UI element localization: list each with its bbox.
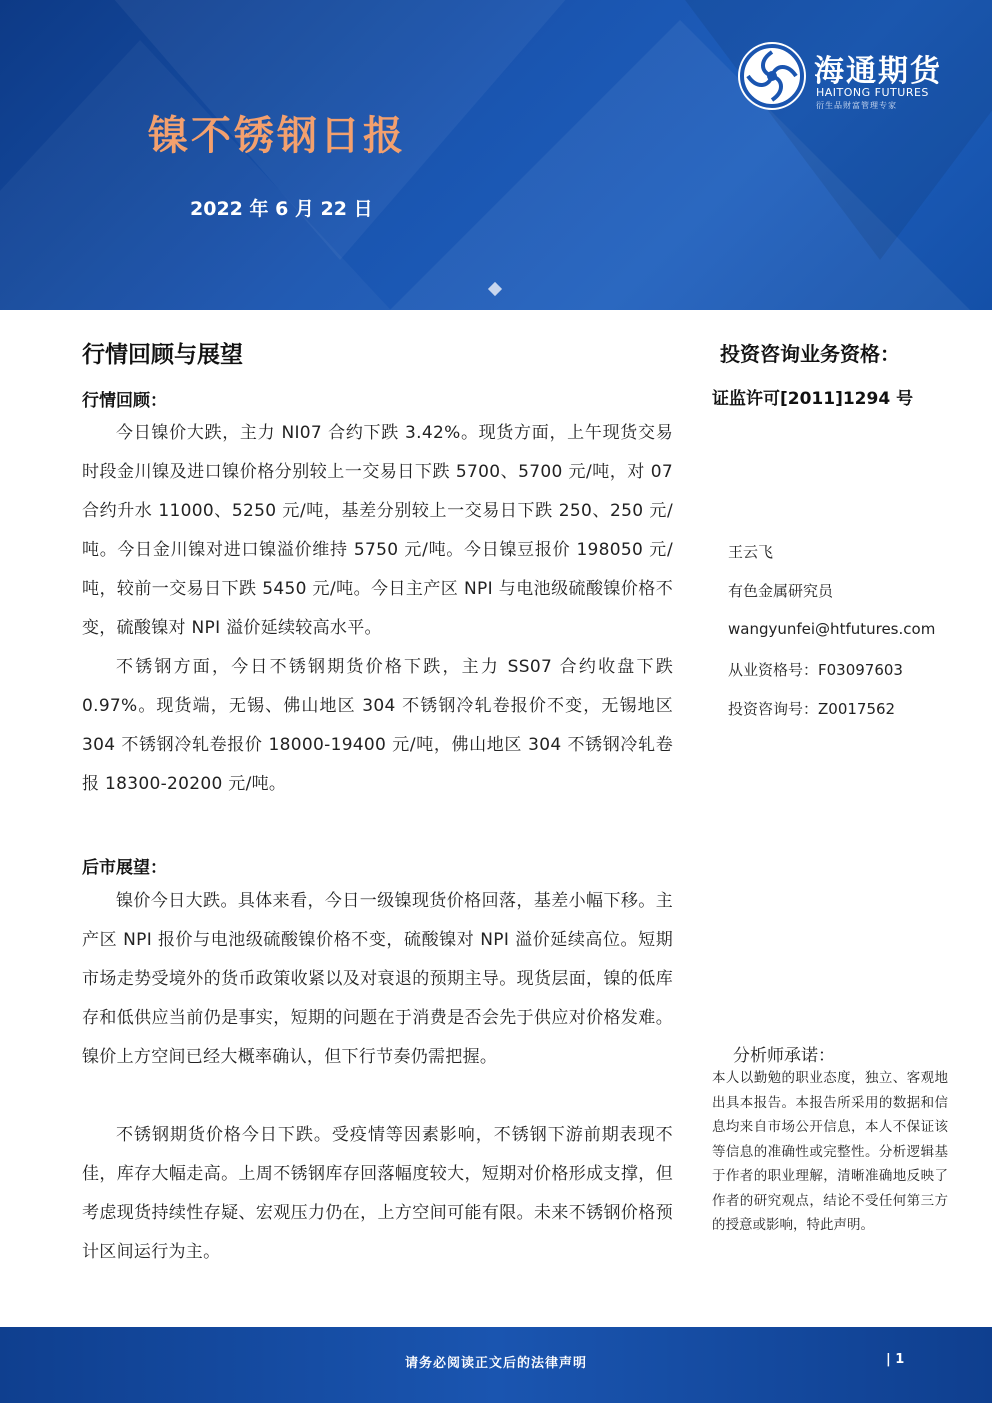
pledge-title: 分析师承诺：: [733, 1046, 835, 1066]
outlook-paragraph: 不锈钢期货价格今日下跌。受疫情等因素影响，不锈钢下游前期表现不佳，库存大幅走高。上周不锈钢库存回落幅度较大，短期对价格形成支撑，但考虑现货持续性存疑、宏观压力仍在，上方空间可能有限。未来不锈钢价格预计区间运行为主。: [82, 1125, 673, 1262]
analyst-practice-number: 从业资格号：F03097603: [728, 661, 903, 679]
company-logo: [738, 42, 958, 122]
qualification-heading: 投资咨询业务资格：: [720, 342, 900, 366]
review-paragraph: 今日镍价大跌，主力 NI07 合约下跌 3.42%。现货方面，上午现货交易时段金川镍及进口镍价格分别较上一交易日下跌 5700、5700 元/吨，对 07 合约升水 11000、5250 元/吨，基差分别较上一交易日下跌 250、250 元/吨。今日金川镍对进口镍溢价维持 5750 元/吨。今日镍豆报价 198050 元/吨，较前一交易日下跌 5450 元/吨。今日主产区 NPI 与电池级硫酸镍价格不变，硫酸镍对 NPI 溢价延续较高水平。: [82, 423, 673, 638]
banner-decoration: [640, 0, 992, 260]
analyst-name: 王云飞: [728, 543, 774, 561]
banner-decoration: [0, 40, 400, 310]
logo-chinese-name: 海通期货: [814, 54, 942, 89]
header-banner: [0, 0, 992, 310]
section-title: 行情回顾与展望: [82, 342, 243, 368]
page-number: | 1: [886, 1352, 905, 1367]
outlook-paragraph: 镍价今日大跌。具体来看，今日一级镍现货价格回落，基差小幅下移。主产区 NPI 报价与电池级硫酸镍价格不变，硫酸镍对 NPI 溢价延续高位。短期市场走势受境外的货币政策收紧以及对衰退的预期主导。现货层面，镍的低库存和低供应当前仍是事实，短期的问题在于消费是否会先于供应对价格发难。镍价上方空间已经大概率确认，但下行节奏仍需把握。: [82, 891, 673, 1067]
review-title: 行情回顾：: [82, 391, 167, 411]
analyst-email[interactable]: wangyunfei@htfutures.com: [728, 620, 936, 638]
report-date: 2022 年 6 月 22 日: [190, 198, 373, 220]
logo-english-name: HAITONG FUTURES: [816, 86, 929, 99]
legal-notice: 请务必阅读正文后的法律声明: [404, 1356, 587, 1371]
analyst-advisory-number: 投资咨询号：Z0017562: [728, 700, 896, 718]
pledge-text: 本人以勤勉的职业态度，独立、客观地出具本报告。本报告所采用的数据和信息均来自市场公开信息，本人不保证该等信息的准确性或完整性。分析逻辑基于作者的职业理解，清晰准确地反映了作者的研究观点，结论不受任何第三方的授意或影响，特此声明。: [712, 1070, 948, 1233]
outlook-title: 后市展望：: [82, 858, 167, 878]
logo-emblem-icon: [738, 42, 806, 110]
logo-tagline: 衍生品财富管理专家: [816, 101, 897, 110]
report-title: 镍不锈钢日报: [148, 112, 406, 159]
footer-bar: [0, 1327, 992, 1403]
analyst-role: 有色金属研究员: [728, 582, 834, 600]
license-number: 证监许可[2011]1294 号: [712, 389, 914, 409]
review-paragraph: 不锈钢方面，今日不锈钢期货价格下跌，主力 SS07 合约收盘下跌 0.97%。现货端，无锡、佛山地区 304 不锈钢冷轧卷报价不变，无锡地区 304 不锈钢冷轧卷报价 18000-19400 元/吨，佛山地区 304 不锈钢冷轧卷报 18300-20200 元/吨。: [82, 657, 673, 794]
